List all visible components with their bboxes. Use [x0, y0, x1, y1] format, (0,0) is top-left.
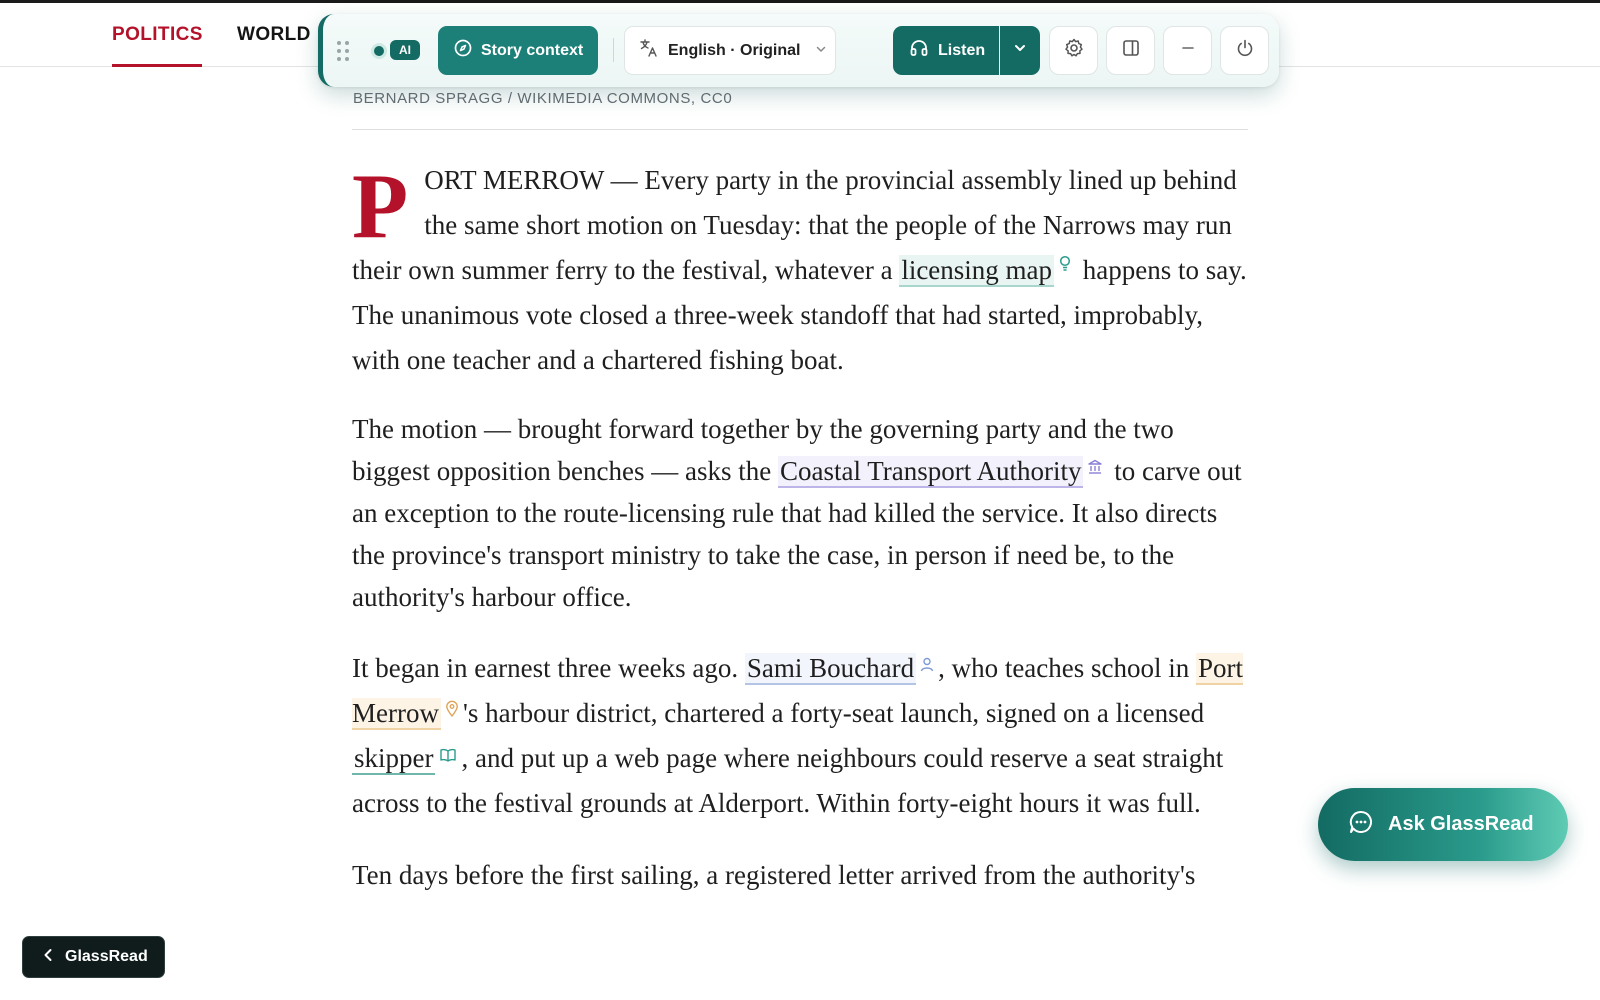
reader-toolbar — [318, 14, 1279, 87]
ai-badge: AI — [390, 40, 420, 60]
nav-item-politics[interactable]: POLITICS — [112, 24, 203, 45]
headphones-icon — [909, 38, 929, 63]
ask-glassread-label: Ask GlassRead — [1388, 813, 1534, 835]
toolbar-divider — [613, 38, 614, 62]
story-context-label: Story context — [481, 41, 584, 59]
map-pin-icon[interactable] — [445, 687, 459, 732]
listen-label: Listen — [938, 41, 986, 59]
power-button[interactable] — [1220, 26, 1269, 75]
paragraph-text: 's harbour district, chartered a forty-seat launch, signed on a licensed — [462, 698, 1205, 728]
side-panel-button[interactable] — [1106, 26, 1155, 75]
chevron-down-icon — [1013, 41, 1027, 60]
divider — [352, 129, 1248, 130]
story-context-button[interactable] — [438, 26, 598, 75]
chevron-down-icon — [815, 42, 827, 60]
language-label: English · Original — [668, 41, 801, 59]
entity-place-port-merrow[interactable]: Port Merrow — [352, 653, 1244, 728]
status-indicator — [374, 46, 384, 56]
paragraph-text: happens to say. The unanimous vote closed a three-week standoff that had started, improbably, with one teacher and a chartered fishing boat. — [352, 255, 1247, 375]
entity-term-skipper[interactable]: skipper — [354, 743, 434, 773]
article-paragraph: Ten days before the first sailing, a registered letter arrived from the authority's — [352, 860, 1196, 890]
article-body — [352, 155, 1252, 898]
book-icon[interactable] — [439, 732, 457, 777]
person-icon[interactable] — [920, 642, 934, 687]
gear-icon — [1063, 37, 1085, 64]
paragraph-text: , and put up a web page where neighbours could reserve a seat straight across to the festival grounds at Alderport. Within forty-eight hours it was full. — [352, 743, 1224, 818]
entity-concept-licensing-map[interactable]: licensing map — [901, 255, 1053, 285]
chat-bubble-icon — [1348, 809, 1374, 841]
settings-button[interactable] — [1049, 26, 1098, 75]
nav-active-indicator — [112, 64, 202, 67]
glassread-toggle[interactable] — [22, 936, 165, 978]
institution-icon[interactable] — [1087, 446, 1103, 488]
drop-cap: P — [352, 155, 409, 257]
listen-options-button[interactable] — [1000, 26, 1040, 75]
paragraph-text: It began in earnest three weeks ago. — [352, 653, 745, 683]
panel-icon — [1121, 38, 1141, 63]
paragraph-text: ORT MERROW — Every party in the provincial assembly lined up behind the same short motion on Tuesday: that the people of the Narrows may run their own summer ferry to the festival, whatever a — [352, 165, 1237, 285]
listen-button[interactable] — [893, 26, 999, 75]
drag-handle-icon[interactable] — [337, 41, 351, 61]
entity-person-sami-bouchard[interactable]: Sami Bouchard — [746, 653, 915, 683]
photo-credit: BERNARD SPRAGG / WIKIMEDIA COMMONS, CC0 — [353, 90, 733, 107]
glassread-label: GlassRead — [65, 948, 148, 965]
minimize-button[interactable] — [1163, 26, 1212, 75]
translate-icon — [639, 38, 659, 63]
article-paragraph — [352, 646, 1252, 826]
minimize-icon — [1179, 39, 1197, 62]
ask-glassread-button[interactable] — [1318, 788, 1568, 861]
lightbulb-icon[interactable] — [1058, 244, 1072, 289]
paragraph-text: The motion — brought forward together by the governing party and the two biggest opposition benches — asks the — [352, 414, 1174, 486]
paragraph-text: to carve out an exception to the route-licensing rule that had killed the service. It also directs the province's transport ministry to take the case, in person if need be, to the authority's harbour office. — [352, 456, 1242, 612]
power-icon — [1235, 38, 1255, 63]
language-select[interactable] — [624, 26, 836, 75]
sparkle-icon — [454, 39, 472, 62]
article-paragraph — [352, 408, 1252, 618]
nav-item-world[interactable]: WORLD — [237, 24, 311, 45]
chevron-left-icon — [43, 948, 53, 967]
entity-org-coastal-transport-authority[interactable]: Coastal Transport Authority — [779, 456, 1082, 486]
paragraph-text: , who teaches school in — [938, 653, 1197, 683]
article-paragraph — [352, 155, 1252, 383]
